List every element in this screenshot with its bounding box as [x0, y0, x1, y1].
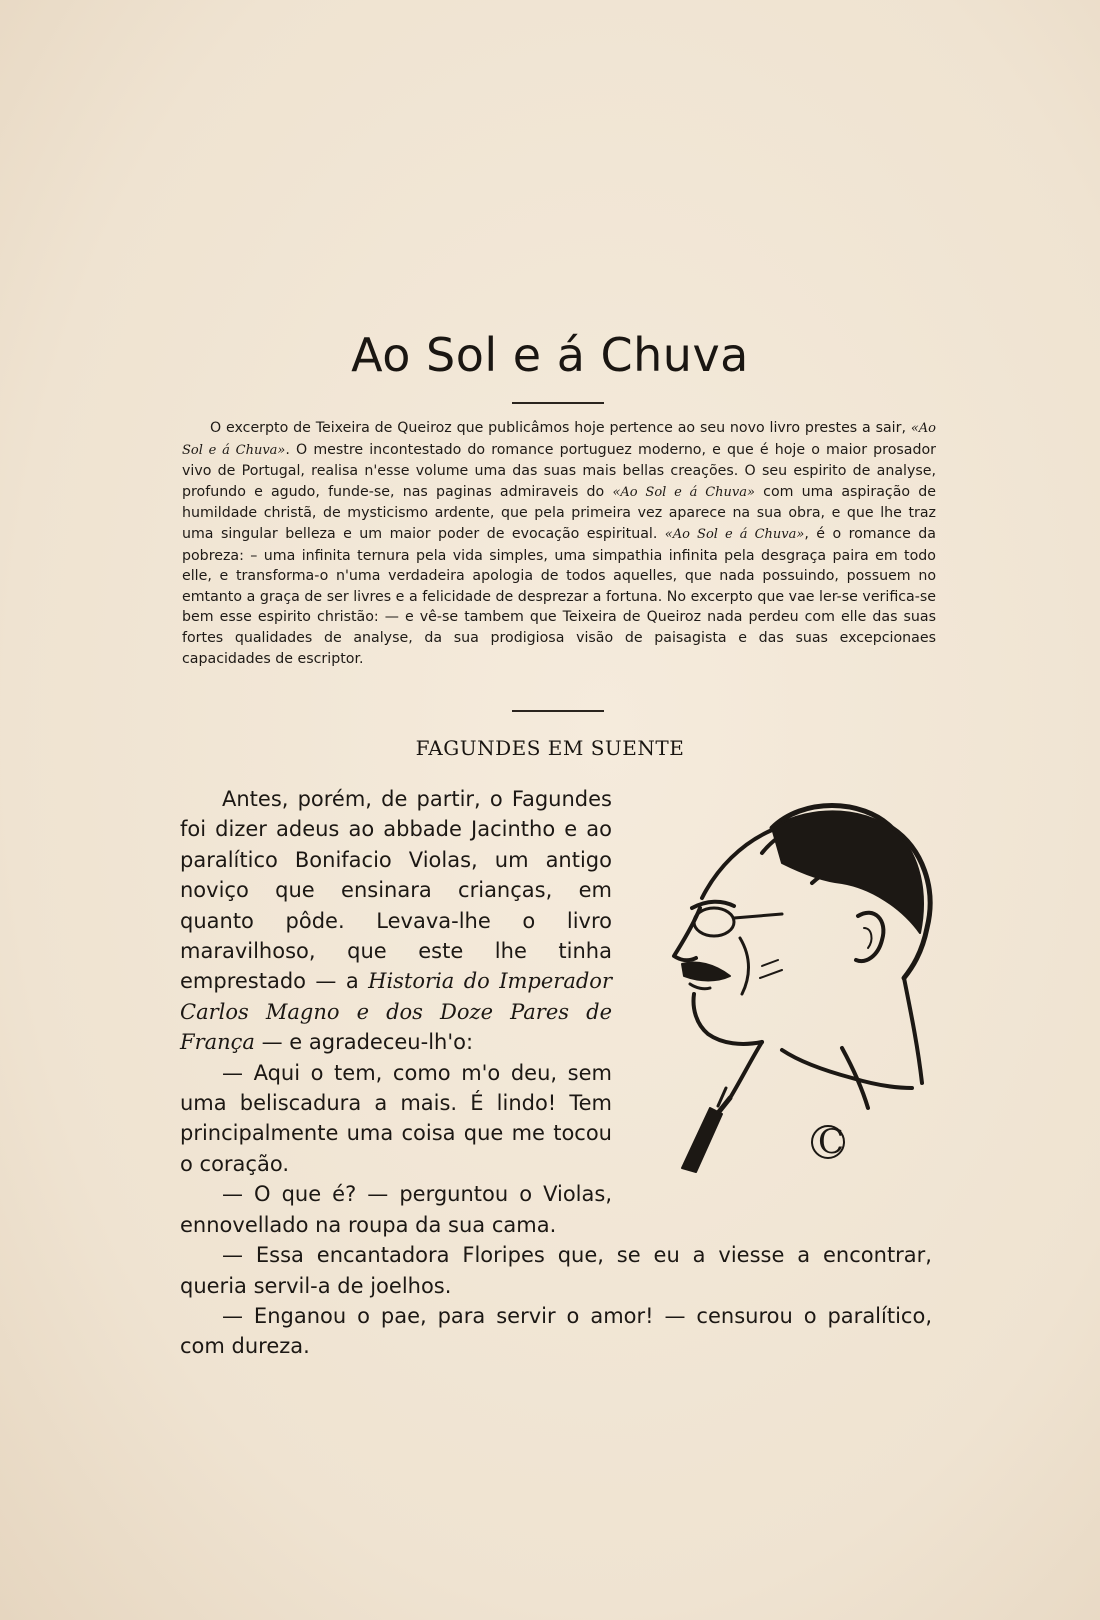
section-divider	[512, 710, 604, 712]
italic-run: «Ao Sol e á Chuva»	[612, 484, 755, 500]
italic-run: Historia do Imperador Carlos Magno e dos Doze Pares de França	[180, 969, 612, 1055]
text-run: , é o romance da pobreza: – uma infinita ternura pela vida simples, uma simpathia infinita pela desgraça paira em todo elle, e transforma-o n'uma verdadeira apologia de todos aquelles, que nada possuindo, possuem no emtanto a graça de ser livres e a felicidade de desprezar a fortuna. No excerpto que vae ler-se verifica-se bem esse espirito christão: — e vê-se tambem que Teixeira de Queiroz nada perdeu com elle das suas fortes qualidades de analyse, da sua prodigiosa visão de paisagista e das suas excepcionaes capacidades de escriptor.	[182, 525, 936, 667]
text-run: O excerpto de Teixeira de Queiroz que publicâmos hoje pertence ao seu novo livro prestes a sair,	[210, 420, 911, 436]
body-paragraph	[180, 1301, 932, 1362]
portrait-illustration	[622, 788, 942, 1190]
monogram: C	[818, 1122, 845, 1162]
text-run: — Enganou o pae, para servir o amor! — censurou o paralítico, com dureza.	[180, 1303, 932, 1359]
text-run: com uma aspiração de humildade christã, de mysticismo ardente, que pela primeira vez aparece na sua obra, e que lhe traz uma singular belleza e um maior poder de evocação espiritual.	[182, 483, 936, 542]
text-run: Antes, porém, de partir, o Fagundes foi dizer adeus ao abbade Jacintho e ao paralítico Bonifacio Violas, um antigo noviço que ensinara crianças, em quanto pôde. Levava-lhe o livro maravilhoso, que este lhe tinha emprestado — a	[180, 787, 612, 994]
body-paragraph	[180, 1240, 932, 1301]
italic-run: «Ao Sol e á Chuva»	[664, 526, 805, 542]
text-run: — e agradeceu-lh'o:	[254, 1030, 474, 1055]
title-divider	[512, 402, 604, 404]
section-title: FAGUNDES EM SUENTE	[415, 736, 685, 760]
text-run: . O mestre incontestado do romance portuguez moderno, e que é hoje o maior prosador vivo de Portugal, realisa n'esse volume uma das suas mais bellas creações. O seu espirito de analyse, profundo e agudo, funde-se, nas paginas admiraveis do	[182, 441, 936, 500]
article-intro	[182, 418, 936, 669]
text-run: — Aqui o tem, como m'o deu, sem uma beliscadura a mais. É lindo! Tem principalmente uma coisa que me tocou o coração.	[180, 1060, 612, 1176]
article-body	[180, 784, 932, 1362]
text-run: — O que é? — perguntou o Violas, ennovellado na roupa da sua cama.	[180, 1182, 612, 1237]
text-run: — Essa encantadora Floripes que, se eu a viesse a encontrar, queria servil-a de joelhos.	[180, 1243, 932, 1298]
italic-run: «Ao Sol e á Chuva»	[182, 421, 936, 458]
portrait-caricature-icon	[622, 788, 942, 1188]
article-title: Ao Sol e á Chuva	[351, 328, 749, 382]
